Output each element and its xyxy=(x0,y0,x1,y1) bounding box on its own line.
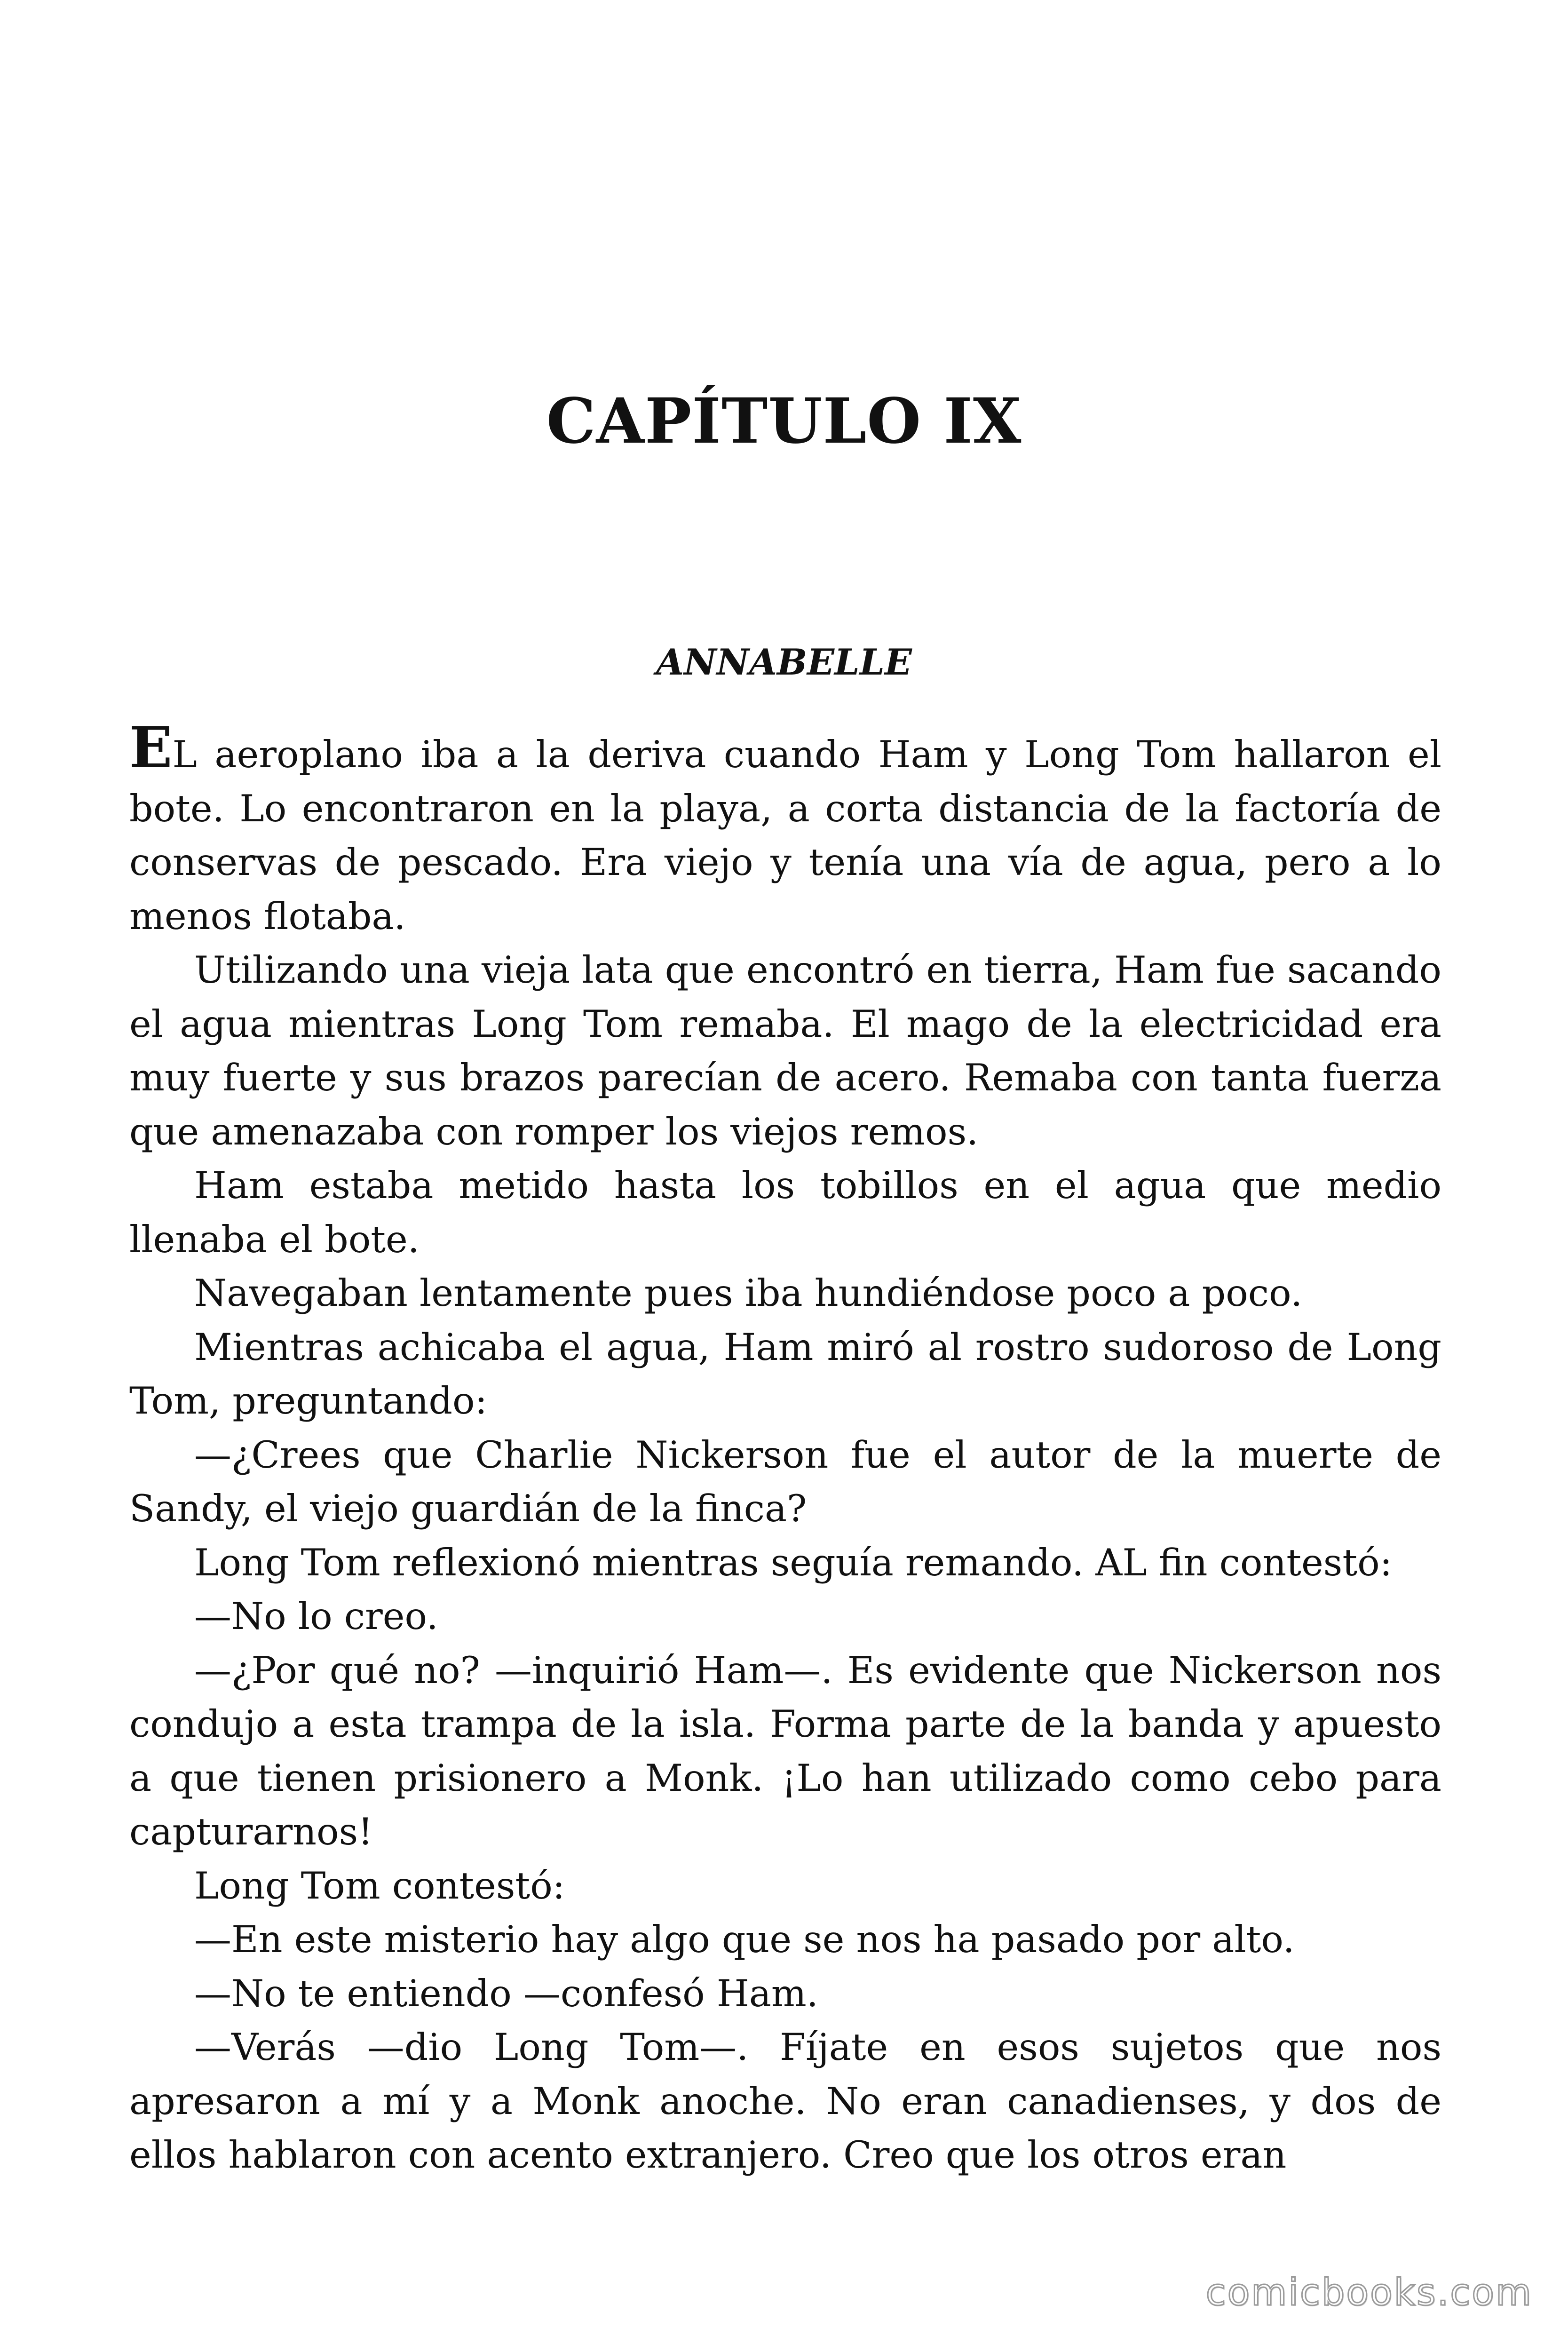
paragraph-9: —¿Por qué no? —inquirió Ham—. Es evidente que Nickerson nos condujo a esta trampa de la isla. Forma parte de la banda y apuesto a que tienen prisionero a Monk. ¡Lo han utilizado como cebo para capturarnos! xyxy=(129,1648,1441,1853)
paragraph-2: Utilizando una vieja lata que encontró en tierra, Ham fue sacando el agua mientras Long Tom remaba. El mago de la electricidad era muy fuerte y sus brazos parecían de acero. Remaba con tanta fuerza que amenazaba con romper los viejos remos. xyxy=(129,948,1441,1153)
chapter-body xyxy=(129,715,1441,2182)
small-cap-letter: L xyxy=(172,733,197,776)
paragraph-10: Long Tom contestó: xyxy=(194,1864,565,1907)
paragraph-5: Mientras achicaba el agua, Ham miró al rostro sudoroso de Long Tom, preguntando: xyxy=(129,1325,1441,1422)
watermark: comicbooks.com xyxy=(1205,2272,1533,2314)
paragraph-4: Navegaban lentamente pues iba hundiéndose poco a poco. xyxy=(194,1271,1303,1315)
paragraph-11: —En este misterio hay algo que se nos ha pasado por alto. xyxy=(194,1918,1295,1961)
paragraph-3: Ham estaba metido hasta los tobillos en el agua que medio llenaba el bote. xyxy=(129,1164,1441,1261)
paragraph-1 xyxy=(129,715,1441,943)
paragraph-8: —No lo creo. xyxy=(194,1595,438,1638)
chapter-subtitle: ANNABELLE xyxy=(656,641,912,683)
paragraph-13: —Verás —dio Long Tom—. Fíjate en esos sujetos que nos apresaron a mí y a Monk anoche. No eran canadienses, y dos de ellos hablaron con acento extranjero. Creo que los otros eran xyxy=(129,2026,1441,2177)
paragraph-6: —¿Crees que Charlie Nickerson fue el autor de la muerte de Sandy, el viejo guardián de la finca? xyxy=(129,1433,1441,1530)
drop-cap: E xyxy=(129,715,173,781)
paragraph-1-text: aeroplano iba a la deriva cuando Ham y Long Tom hallaron el bote. Lo encontraron en la playa, a corta distancia de la factoría de conservas de pescado. Era viejo y tenía una vía de agua, pero a lo menos flotaba. xyxy=(129,733,1441,938)
chapter-title: CAPÍTULO IX xyxy=(546,385,1022,458)
paragraph-12: —No te entiendo —confesó Ham. xyxy=(194,1971,818,2015)
paragraph-7: Long Tom reflexionó mientras seguía remando. AL fin contestó: xyxy=(194,1541,1393,1584)
